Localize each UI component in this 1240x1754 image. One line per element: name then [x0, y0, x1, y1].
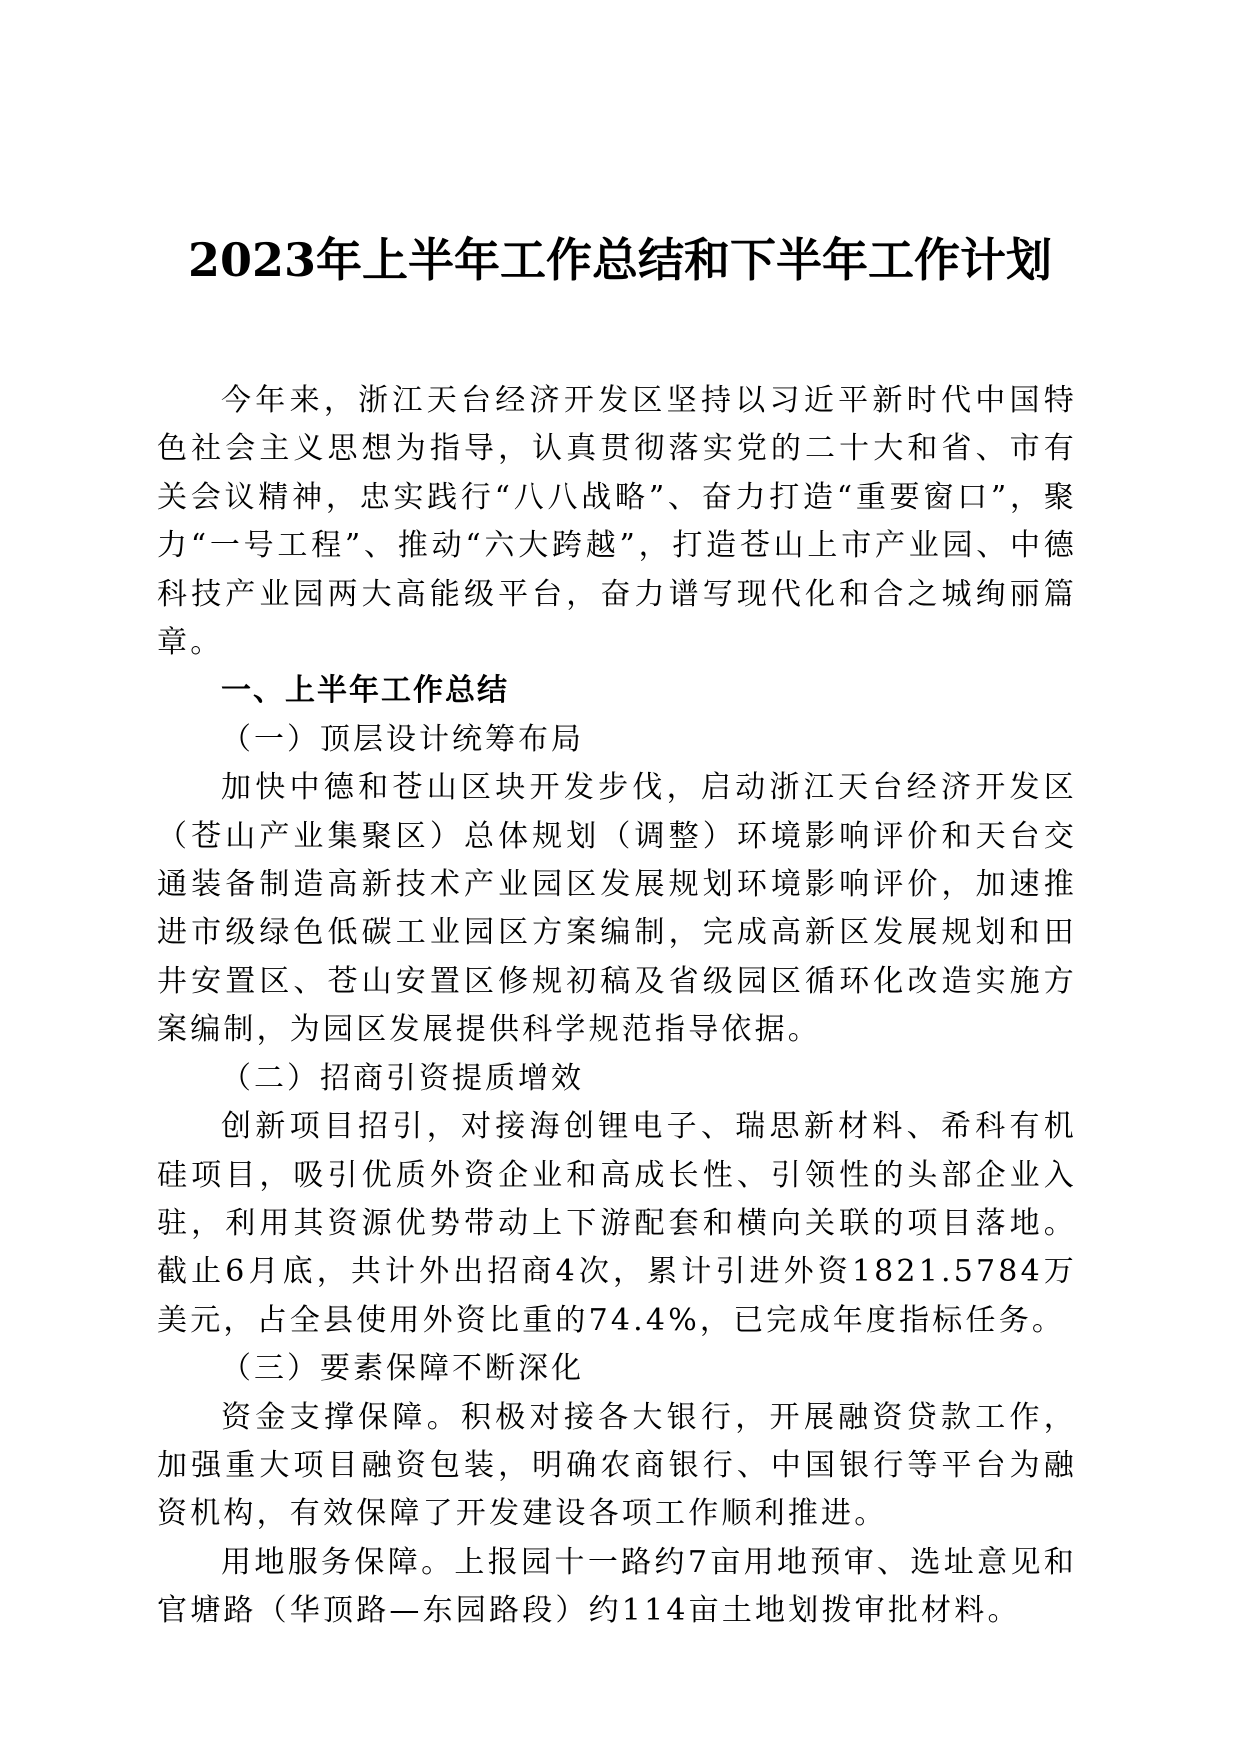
intro-paragraph: 今年来，浙江天台经济开发区坚持以习近平新时代中国特色社会主义思想为指导，认真贯彻落实党的二十大和省、市有关会议精神，忠实践行“八八战略”、奋力打造“重要窗口”，聚力“一号工程”、推动“六大跨越”，打造苍山上市产业园、中德科技产业园两大高能级平台，奋力谱写现代化和合之城绚丽篇章。	[157, 383, 1077, 661]
investment-paragraph: 创新项目招引，对接海创锂电子、瑞思新材料、希科有机硅项目，吸引优质外资企业和高成长性、引领性的头部企业入驻，利用其资源优势带动上下游配套和横向关联的项目落地。截止6月底，共计外出招商4次，累计引进外资1821.5784万美元，占全县使用外资比重的74.4%，已完成年度指标任务。	[157, 1109, 1077, 1338]
planning-paragraph: 加快中德和苍山区块开发步伐，启动浙江天台经济开发区（苍山产业集聚区）总体规划（调整）环境影响评价和天台交通装备制造高新技术产业园区发展规划环境影响评价，加速推进市级绿色低碳工业园区方案编制，完成高新区发展规划和田井安置区、苍山安置区修规初稿及省级园区循环化改造实施方案编制，为园区发展提供科学规范指导依据。	[157, 770, 1077, 1048]
subsection-heading-investment: （二）招商引资提质增效	[221, 1060, 584, 1096]
document-body	[157, 377, 1077, 1636]
section-heading-summary: 一、上半年工作总结	[221, 673, 509, 709]
document-title: 2023年上半年工作总结和下半年工作计划	[187, 233, 1053, 287]
subsection-heading-planning: （一）顶层设计统筹布局	[221, 721, 584, 757]
subsection-heading-resources: （三）要素保障不断深化	[221, 1351, 584, 1387]
funding-paragraph: 资金支撑保障。积极对接各大银行，开展融资贷款工作，加强重大项目融资包装，明确农商银行、中国银行等平台为融资机构，有效保障了开发建设各项工作顺利推进。	[157, 1399, 1077, 1532]
land-paragraph: 用地服务保障。上报园十一路约7亩用地预审、选址意见和官塘路（华顶路—东园路段）约114亩土地划拨审批材料。	[157, 1544, 1077, 1629]
